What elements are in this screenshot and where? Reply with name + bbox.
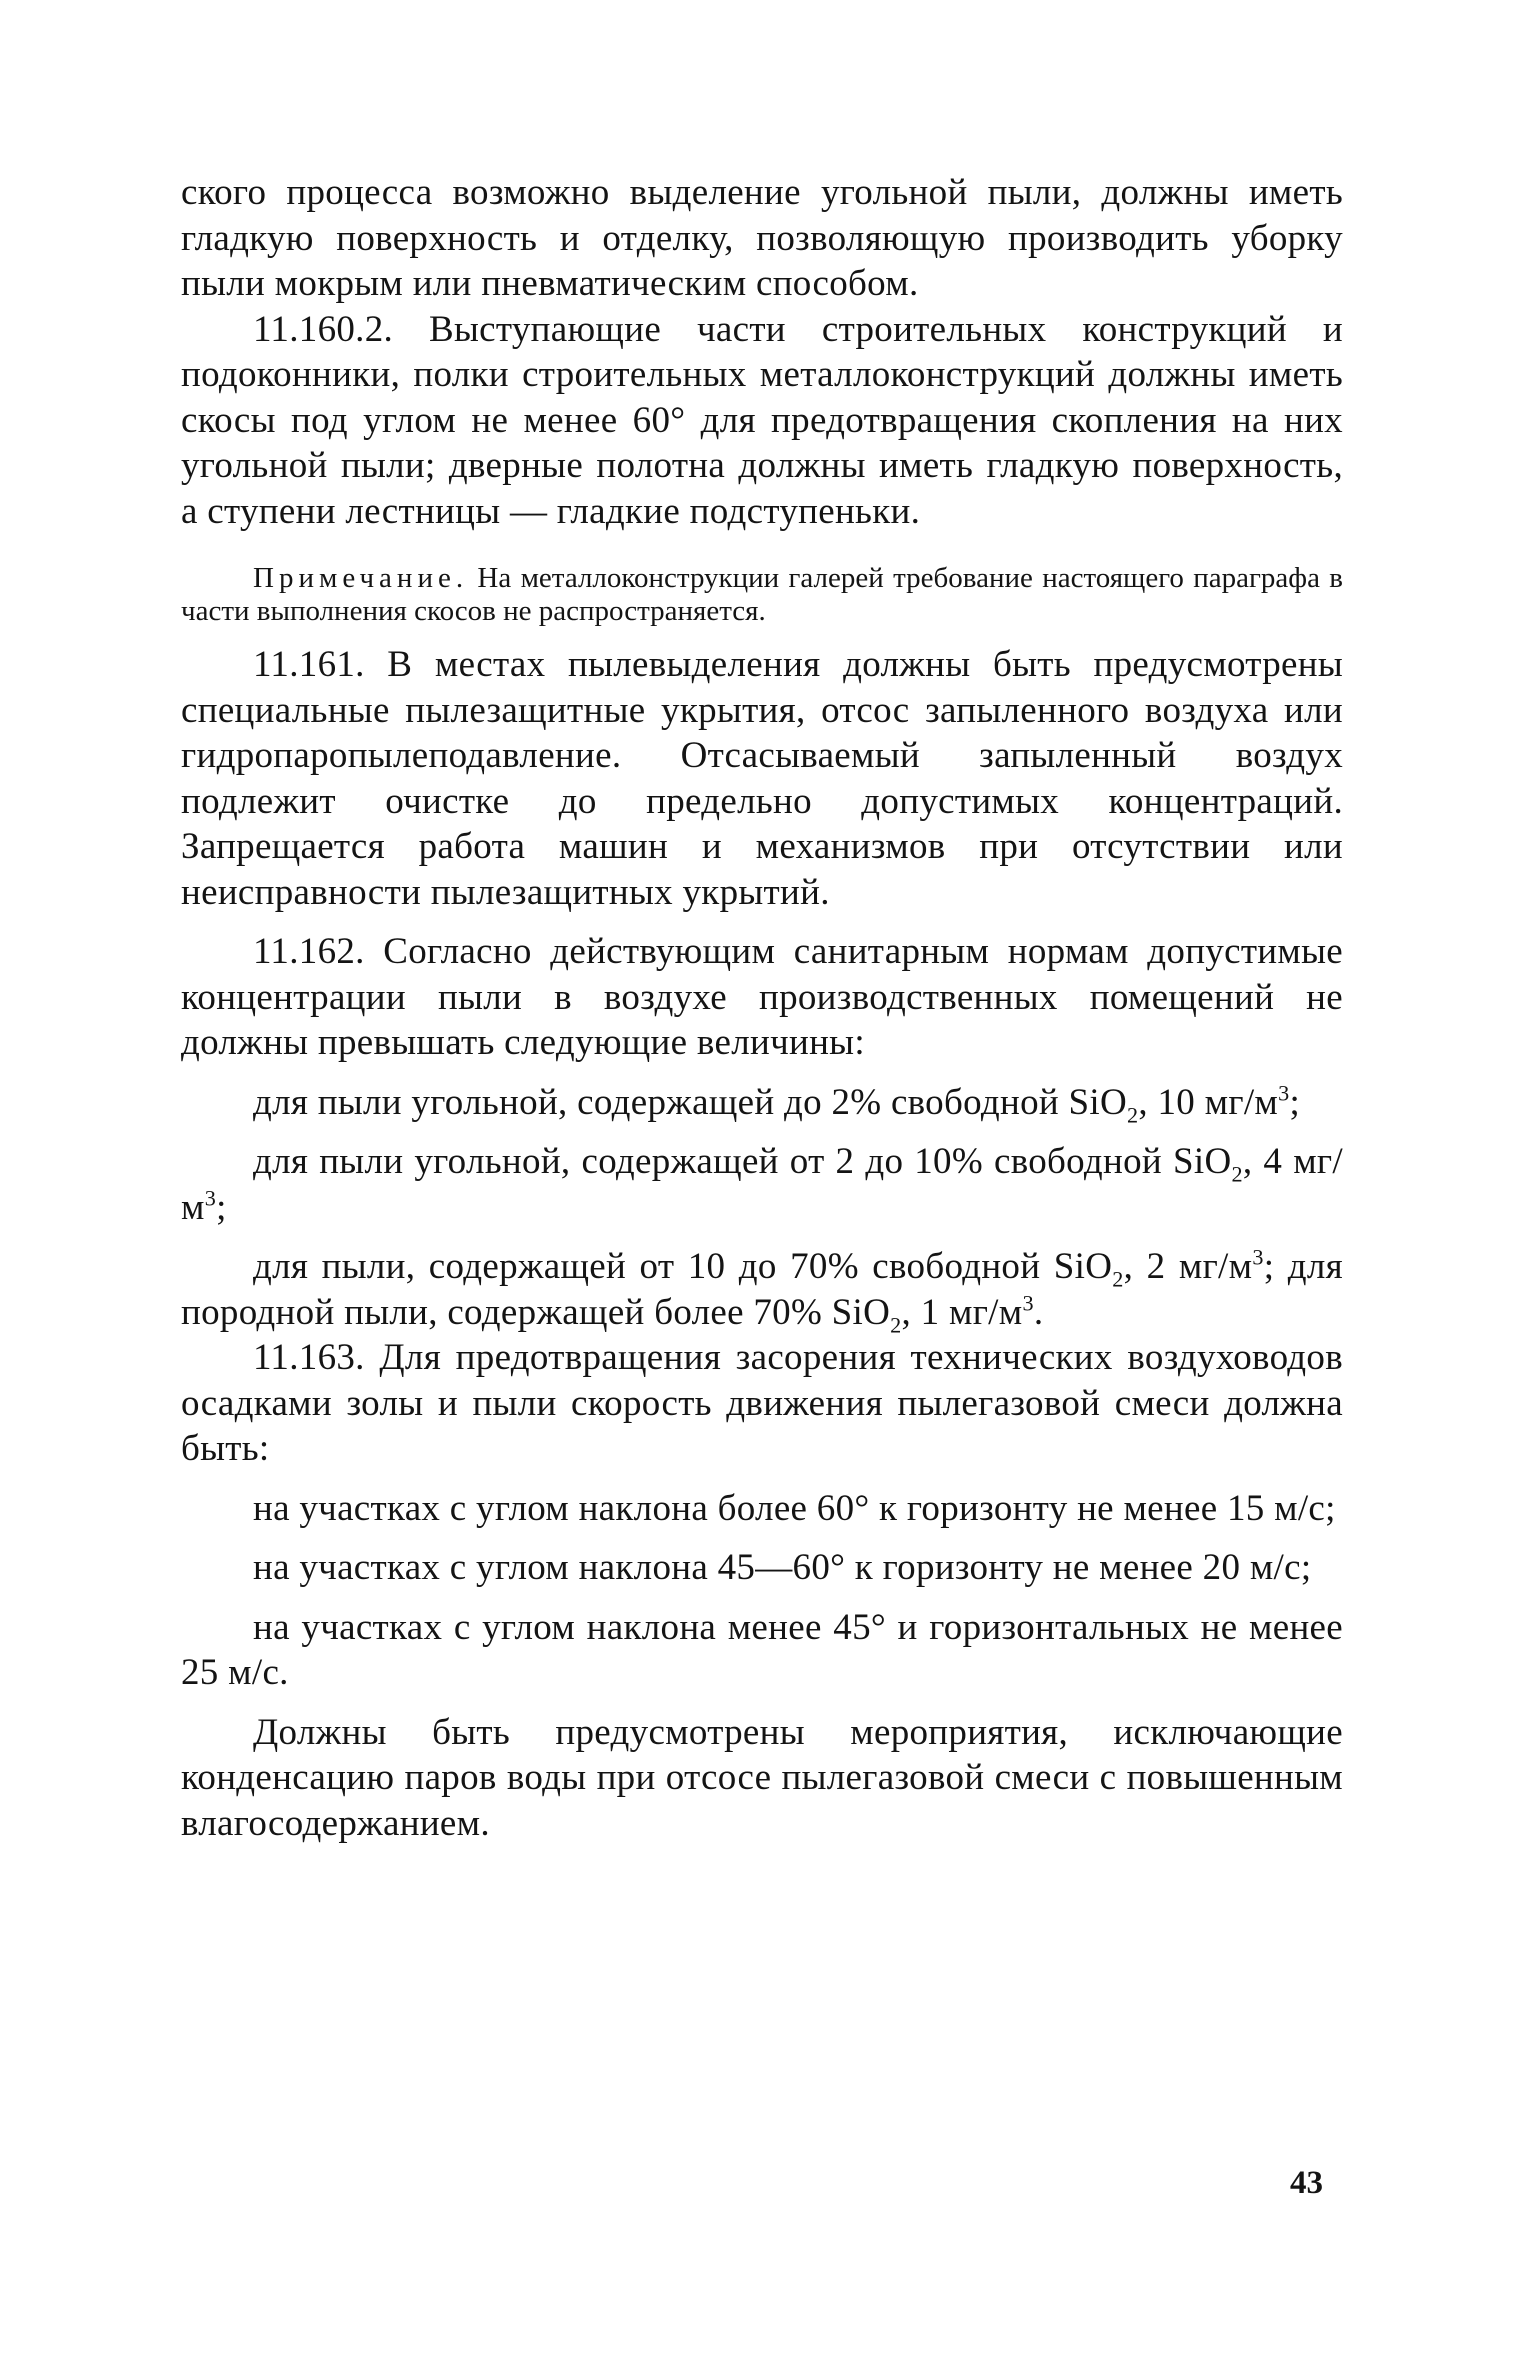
paragraph-11-162: 11.162. Согласно действующим санитарным нормам допустимые концентрации пыли в воздухе производственных помещений не должны превышать следующие величины: [181,931,1343,1063]
paragraph-continuation: ского процесса возможно выделение угольной пыли, должны иметь гладкую поверхность и отделку, позволяющую производить уборку пыли мокрым или пневматическим способом. [181,172,1343,304]
note [181,562,1343,628]
paragraph-11-161: 11.161. В местах пылевыделения должны быть предусмотрены специальные пылезащитные укрытия, отсос запыленного воздуха или гидропаропылеподавление. Отсасываемый запыленный воздух подлежит очистке до предельно допустимых концентраций. Запрещается работа машин и механизмов при отсутствии или неисправности пылезащитных укрытий. [181,644,1343,913]
dust-limit-10-70: для пыли, содержащей от 10 до 70% свободной SiO$_2$, 2 $мг/м^3$; для породной пыли, содержащей более 70% SiO$_2$, 1 $мг/м^3$. [181,1244,1343,1337]
note-text: На металлоконструкции галерей требование настоящего параграфа в части выполнения скосов не распространяется. [181,562,1343,627]
note-label: Примечание. [253,562,469,594]
speed-over-60: на участках с углом наклона более 60° к горизонту не менее 15 м/с; [253,1487,1336,1529]
speed-45-60: на участках с углом наклона 45—60° к горизонту не менее 20 м/с; [253,1547,1312,1588]
paragraph-condensation: Должны быть предусмотрены мероприятия, исключающие конденсацию паров воды при отсосе пылегазовой смеси с повышенным влагосодержанием. [181,1711,1343,1844]
page-number: 43 [1290,2165,1323,2201]
paragraph-11-160-2: 11.160.2. Выступающие части строительных конструкций и подоконники, полки строительных металлоконструкций должны иметь скосы под углом не менее 60° для предотвращения скопления на них угольной пыли; дверные полотна должны иметь гладкую поверхность, а ступени лестницы — гладкие подступеньки. [181,308,1343,532]
document-page [181,170,1343,1846]
speed-under-45: на участках с углом наклона менее 45° и горизонтальных не менее 25 м/с. [181,1606,1343,1693]
paragraph-11-163: 11.163. Для предотвращения засорения технических воздуховодов осадками золы и пыли скорость движения пылегазовой смеси должна быть: [181,1337,1343,1469]
dust-limit-coal-2-10: для пыли угольной, содержащей от 2 до 10% свободной SiO$_2$, 4 $мг/м^3$; [181,1141,1343,1228]
dust-limit-coal-2: для пыли угольной, содержащей до 2% свободной SiO$_2$, 10 $мг/м^3$; [253,1080,1301,1127]
